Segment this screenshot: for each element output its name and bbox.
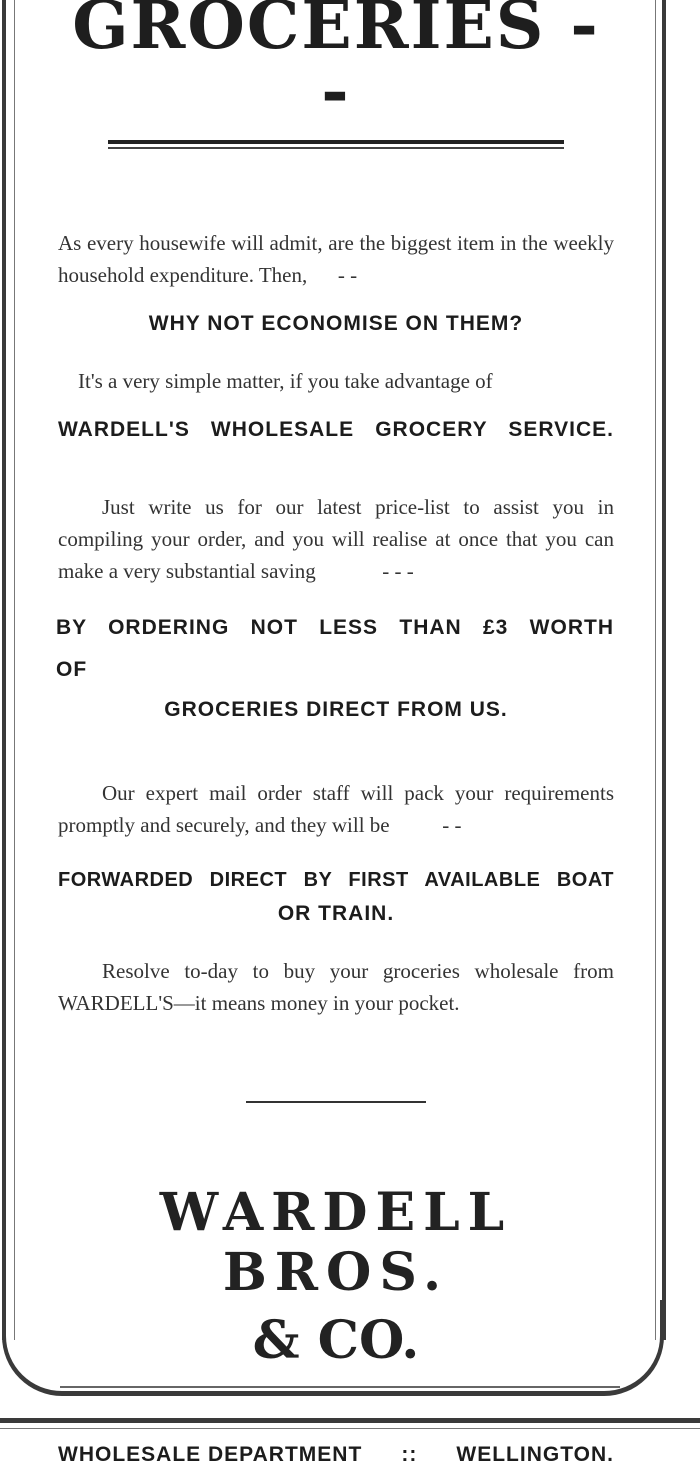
resolve-paragraph: Resolve to-day to buy your groceries wholesale from WARDELL'S—it means money in your pocket. [58, 959, 614, 1015]
write-paragraph [58, 491, 614, 587]
forwarded-heading-line1: FORWARDED DIRECT BY FIRST AVAILABLE BOAT [58, 869, 614, 891]
write-text: Just write us for our latest price-list to assist you in compiling your order, and you will realise at once that you can make a very substantial saving [58, 495, 614, 583]
divider-rule [246, 1101, 426, 1103]
border-right [655, 0, 666, 1340]
simple-paragraph: It's a very simple matter, if you take advantage of [78, 369, 493, 393]
question-heading: WHY NOT ECONOMISE ON THEM? [148, 312, 524, 335]
headline-rule [108, 140, 564, 149]
footer-address [58, 1443, 614, 1467]
advertisement [58, 0, 614, 1467]
headline: GROCERIES -- [72, 0, 600, 130]
footer-city: WELLINGTON. [456, 1443, 614, 1466]
forwarded-heading-line2: OR TRAIN. [277, 902, 395, 925]
ordering-heading-line2: GROCERIES DIRECT FROM US. [164, 698, 508, 721]
staff-trail: - - [442, 813, 462, 837]
ordering-heading-line1: BY ORDERING NOT LESS THAN £3 WORTH OF [56, 616, 614, 681]
intro-paragraph [58, 227, 614, 291]
service-heading: WARDELL'S WHOLESALE GROCERY SERVICE. [58, 418, 614, 441]
brand-name: WARDELL BROS. [159, 1182, 513, 1303]
intro-trail: - - [337, 263, 358, 287]
intro-text: As every housewife will admit, are the biggest item in the weekly household expenditure. Then, [58, 231, 614, 287]
staff-text: Our expert mail order staff will pack your requirements promptly and securely, and they will be [58, 781, 614, 837]
write-trail: - - - [382, 559, 414, 583]
footer-separator: :: [401, 1443, 418, 1466]
brand-suffix: & CO. [252, 1310, 420, 1371]
footer-department: WHOLESALE DEPARTMENT [58, 1443, 363, 1466]
border-left [2, 0, 15, 1340]
staff-paragraph [58, 777, 614, 841]
